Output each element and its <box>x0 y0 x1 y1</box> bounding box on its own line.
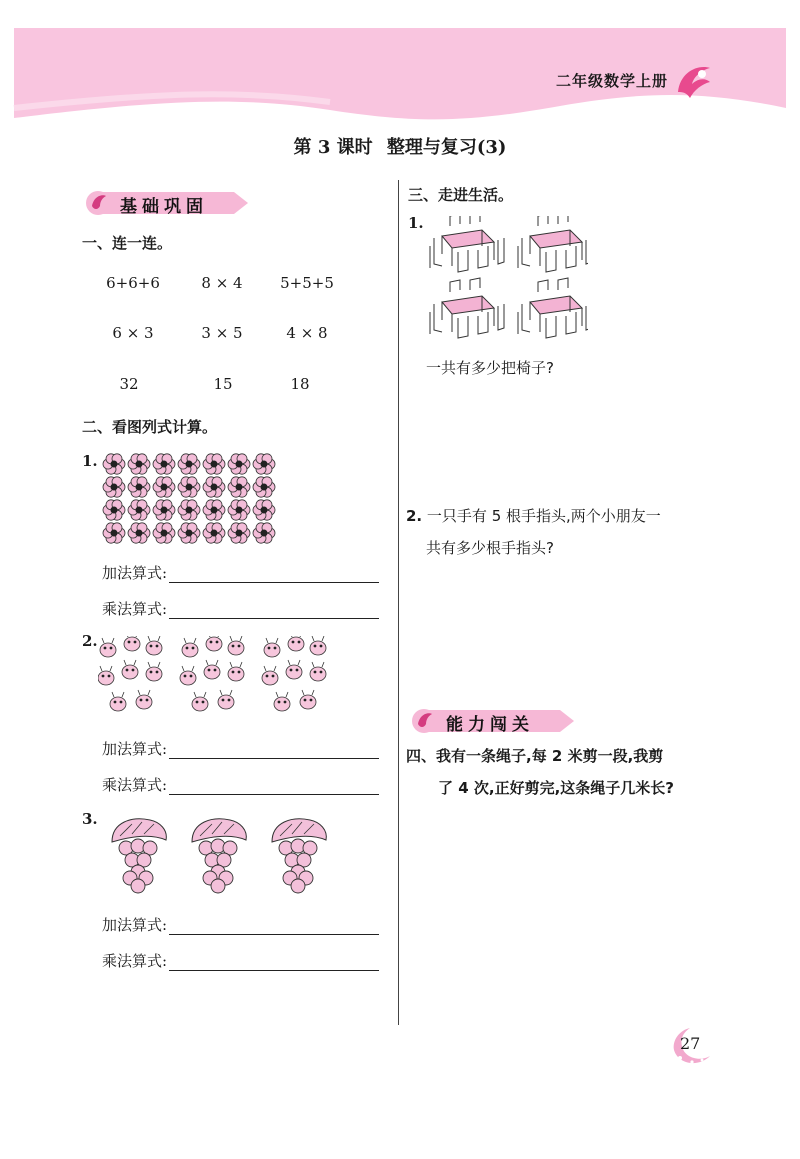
q3-question-2 <box>406 500 736 564</box>
flower-icon <box>103 523 125 543</box>
section-basic-label: 基础巩固 <box>120 197 208 217</box>
q1-answer: 32 <box>119 375 139 393</box>
section-basic <box>82 190 252 216</box>
grape-bunch-icon <box>112 819 166 893</box>
answer-line[interactable] <box>169 952 379 971</box>
book-title: 二年级数学上册 <box>555 72 668 90</box>
flower-icon <box>203 500 225 520</box>
grape-bunch-icon <box>272 819 326 893</box>
q4-line2: 了 4 次,正好剪完,这条绳子几米长? <box>438 779 674 797</box>
q1-answer: 18 <box>290 375 310 393</box>
flower-icon <box>153 500 175 520</box>
bug-icon <box>274 692 290 711</box>
bug-icon <box>110 692 126 711</box>
flower-icon <box>128 523 150 543</box>
q2-item-number: 2. <box>82 632 98 650</box>
answer-line[interactable] <box>169 564 379 583</box>
q3-question-1: 一共有多少把椅子? <box>426 359 554 377</box>
bug-icon <box>100 638 116 657</box>
q1-expr: 3 × 5 <box>201 324 243 342</box>
q2-add-row <box>102 914 379 935</box>
flower-icon <box>253 477 275 497</box>
bug-icon <box>228 662 244 681</box>
add-label: 加法算式: <box>102 916 168 934</box>
q2-mul-row <box>102 774 379 795</box>
q2-item-number: 3. <box>82 810 98 828</box>
table-with-chairs-icon <box>430 216 504 272</box>
bug-icon <box>98 666 114 685</box>
q1-expr: 4 × 8 <box>286 324 328 342</box>
tables-and-chairs <box>428 216 588 344</box>
flower-icon <box>203 523 225 543</box>
q1-heading: 一、连一连。 <box>82 234 173 252</box>
q1-expr: 8 × 4 <box>201 274 243 292</box>
bug-icon <box>180 666 196 685</box>
flower-icon <box>228 477 250 497</box>
flower-icon <box>128 477 150 497</box>
table-with-chairs-icon <box>518 278 588 338</box>
grape-bunches <box>102 812 342 894</box>
q2-item-number: 1. <box>82 452 98 470</box>
bug-icon <box>192 692 208 711</box>
flower-icon <box>253 523 275 543</box>
flower-icon <box>128 500 150 520</box>
flower-icon <box>228 500 250 520</box>
flower-icon <box>203 477 225 497</box>
flower-icon <box>253 500 275 520</box>
bug-icon <box>300 690 316 709</box>
flower-icon <box>178 500 200 520</box>
q1-expr: 6+6+6 <box>106 274 160 292</box>
flower-icon <box>128 454 150 474</box>
bug-icon <box>146 662 162 681</box>
book-logo-icon <box>672 58 716 102</box>
q3-heading: 三、走进生活。 <box>408 186 514 204</box>
bug-icon <box>206 636 222 651</box>
lesson-name: 整理与复习(3) <box>386 137 507 158</box>
answer-line[interactable] <box>169 916 379 935</box>
q2-mul-row <box>102 950 379 971</box>
q4-question <box>406 740 746 804</box>
q3-q2-line1: 一只手有 5 根手指头,两个小朋友一 <box>426 507 661 525</box>
bug-icon <box>122 660 138 679</box>
answer-line[interactable] <box>169 740 379 759</box>
flower-icon <box>228 523 250 543</box>
bug-icon <box>182 638 198 657</box>
flower-icon <box>228 454 250 474</box>
mul-label: 乘法算式: <box>102 952 168 970</box>
bug-icon <box>136 690 152 709</box>
flower-grid <box>100 452 284 548</box>
flower-icon <box>103 500 125 520</box>
mul-label: 乘法算式: <box>102 776 168 794</box>
add-label: 加法算式: <box>102 740 168 758</box>
q1-expr: 6 × 3 <box>112 324 154 342</box>
flower-icon <box>178 523 200 543</box>
bug-groups <box>98 636 338 720</box>
flower-icon <box>178 477 200 497</box>
q3-item-number: 1. <box>408 214 424 232</box>
bug-icon <box>264 638 280 657</box>
flower-icon <box>178 454 200 474</box>
table-with-chairs-icon <box>518 216 588 272</box>
flower-icon <box>253 454 275 474</box>
flower-icon <box>103 477 125 497</box>
bug-icon <box>204 660 220 679</box>
q1-answer: 15 <box>213 375 233 393</box>
bug-icon <box>286 660 302 679</box>
q3-item-number: 2. <box>406 507 423 525</box>
lesson-title <box>0 133 800 159</box>
mul-label: 乘法算式: <box>102 600 168 618</box>
bug-icon <box>228 636 244 655</box>
q1-expr: 5+5+5 <box>280 274 334 292</box>
add-label: 加法算式: <box>102 564 168 582</box>
q3-q2-line2: 共有多少根手指头? <box>426 539 554 557</box>
column-divider <box>398 180 399 1025</box>
bug-icon <box>288 636 304 651</box>
q2-heading: 二、看图列式计算。 <box>82 418 218 436</box>
page-number: 27 <box>680 1034 701 1053</box>
q2-add-row <box>102 738 379 759</box>
q2-mul-row <box>102 598 379 619</box>
q4-line1: 四、我有一条绳子,每 2 米剪一段,我剪 <box>406 747 664 765</box>
lesson-prefix: 第 3 课时 <box>293 137 373 158</box>
answer-line[interactable] <box>169 600 379 619</box>
flower-icon <box>153 523 175 543</box>
section-challenge-label: 能力闯关 <box>446 715 534 735</box>
section-challenge <box>408 708 578 734</box>
grape-bunch-icon <box>192 819 246 893</box>
bug-icon <box>310 636 326 655</box>
flower-icon <box>203 454 225 474</box>
bug-icon <box>262 666 278 685</box>
q2-add-row <box>102 562 379 583</box>
flower-icon <box>103 454 125 474</box>
table-with-chairs-icon <box>430 278 504 338</box>
flower-icon <box>153 477 175 497</box>
bug-icon <box>310 662 326 681</box>
flower-icon <box>153 454 175 474</box>
bug-icon <box>218 690 234 709</box>
answer-line[interactable] <box>169 776 379 795</box>
bug-icon <box>124 636 140 651</box>
bug-icon <box>146 636 162 655</box>
